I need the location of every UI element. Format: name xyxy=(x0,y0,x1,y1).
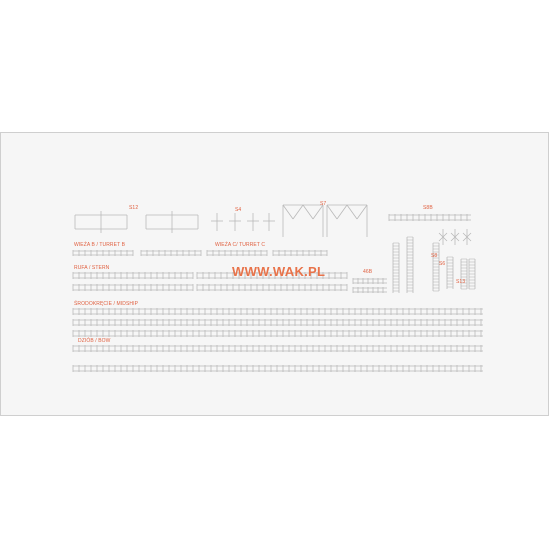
truss-part xyxy=(283,205,293,219)
label-stern: RUFA / STERN xyxy=(74,265,110,271)
label-turret-b: WIEŻA B / TURRET B xyxy=(74,242,126,248)
label-s13: S13 xyxy=(456,279,466,285)
label-s6: S6 xyxy=(439,261,446,267)
label-s8: S8 xyxy=(431,253,438,259)
label-s8b: S8B xyxy=(423,205,433,211)
label-bow: DZIÓB / BOW xyxy=(78,338,111,344)
watermark: WWW.WAK.PL xyxy=(232,264,326,279)
truss-part xyxy=(347,205,357,219)
parts-sheet xyxy=(0,132,549,416)
truss-part xyxy=(293,205,303,219)
label-s7: S7 xyxy=(320,201,327,207)
truss-part xyxy=(327,205,337,219)
label-s12: S12 xyxy=(129,205,139,211)
label-midship: ŚRODOKRĘCIE / MIDSHIP xyxy=(74,301,139,307)
label-s4: S4 xyxy=(235,207,242,213)
truss-part xyxy=(313,205,323,219)
truss-part xyxy=(303,205,313,219)
label-turret-c: WIEŻA C/ TURRET C xyxy=(215,242,266,248)
label-46b: 46B xyxy=(363,269,373,275)
truss-part xyxy=(337,205,347,219)
truss-part xyxy=(357,205,367,219)
